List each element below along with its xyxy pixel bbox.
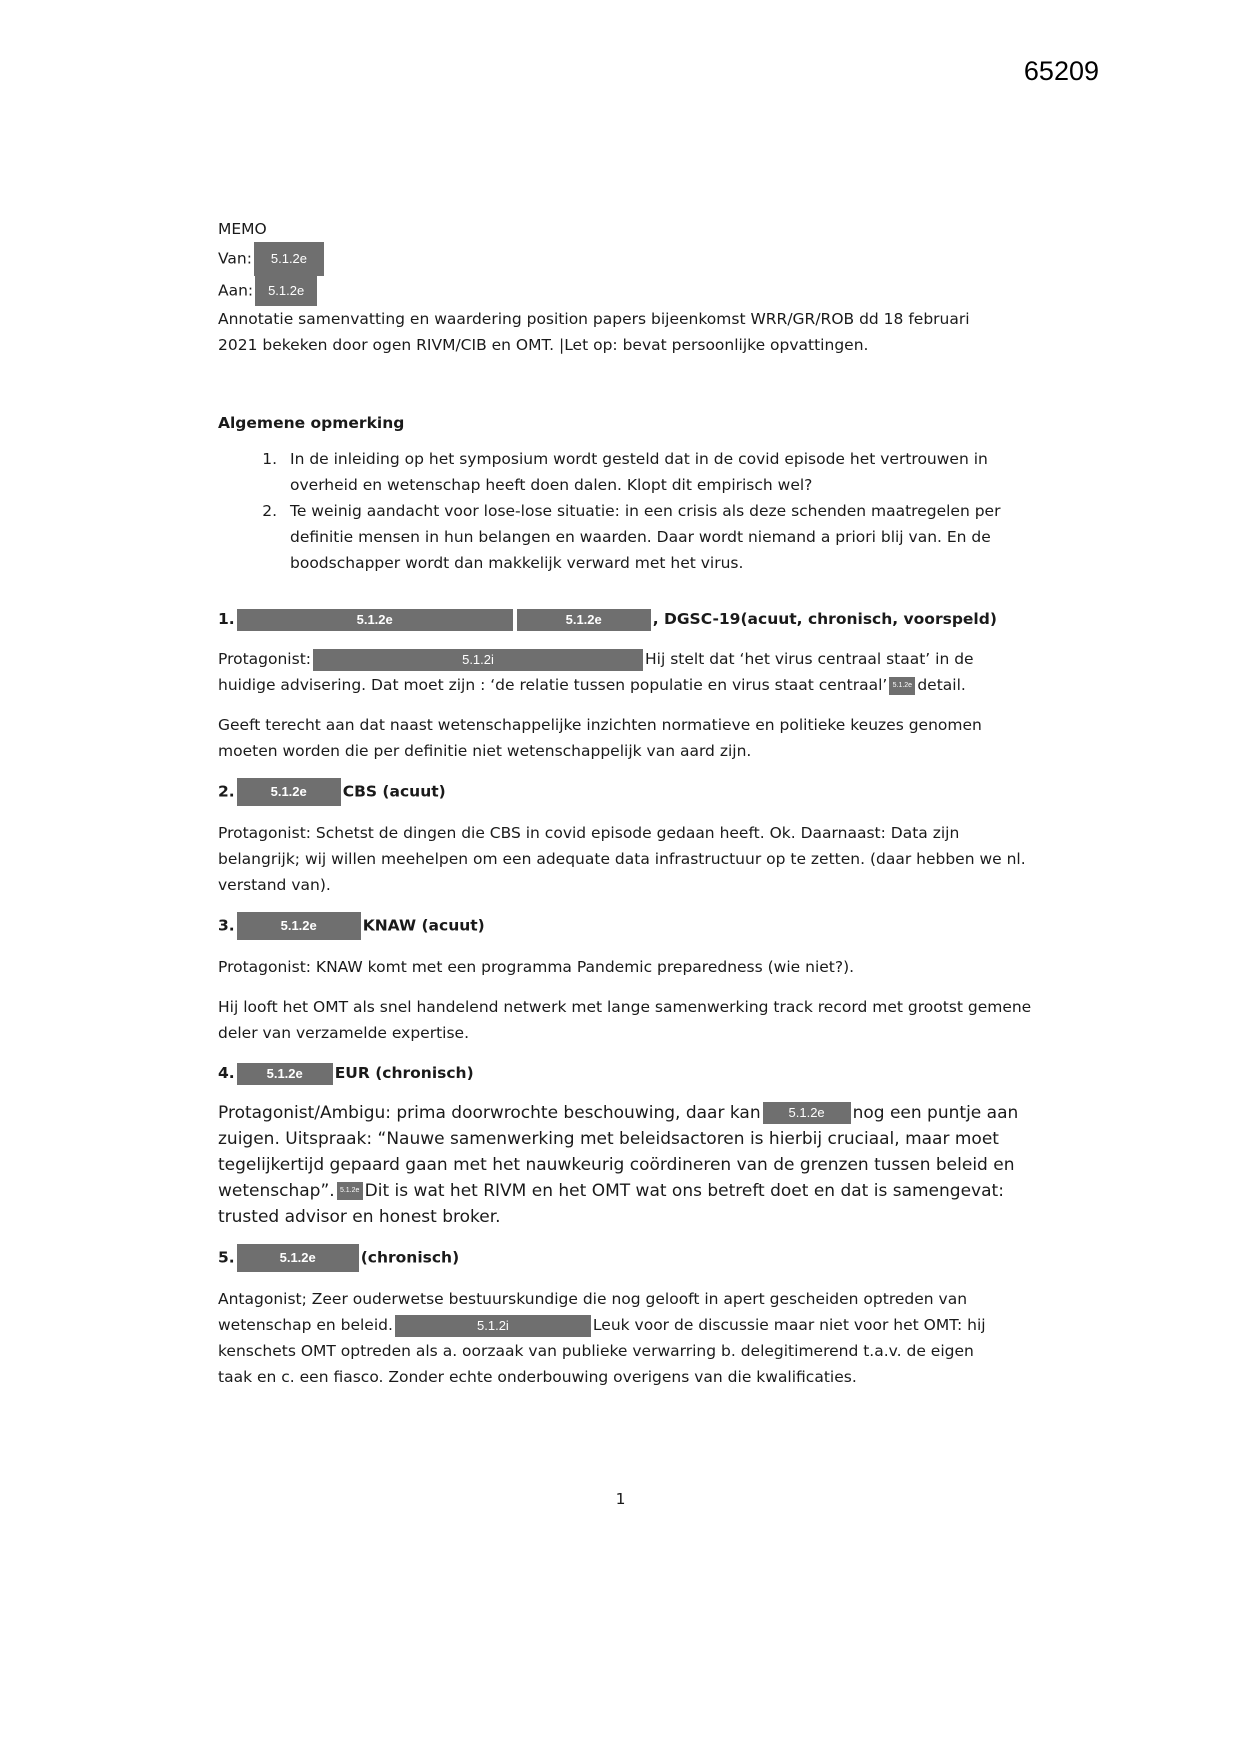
memo-title: MEMO [218, 220, 267, 238]
section-3-paragraph-1: Protagonist: KNAW komt met een programma Pandemic preparedness (wie niet?). [218, 958, 855, 976]
intro-paragraph [218, 306, 1038, 358]
redaction-s4-small: 5.1.2e [337, 1182, 363, 1200]
general-heading: Algemene opmerking [218, 414, 405, 432]
section-5-heading: 5. 5.1.2e (chronisch) [218, 1244, 1038, 1272]
section-1-heading: 1. 5.1.2e 5.1.2e , DGSC-19(acuut, chronisch, voorspeld) [218, 606, 1038, 632]
redaction-s1-name: 5.1.2e [237, 609, 513, 631]
list-item: 1. In de inleiding op het symposium wordt gesteld dat in de covid episode het vertrouwen in overheid en wetenschap heeft doen dalen. Klopt dit empirisch wel? [282, 446, 1038, 498]
section-4-heading: 4. 5.1.2e EUR (chronisch) [218, 1060, 1038, 1086]
redaction-s1-protagonist: 5.1.2i [313, 649, 643, 671]
section-2-heading: 2. 5.1.2e CBS (acuut) [218, 778, 1038, 806]
redaction-to: 5.1.2e [255, 276, 317, 306]
intro-line-1: Annotatie samenvatting en waardering position papers bijeenkomst WRR/GR/ROB dd 18 februari [218, 310, 970, 328]
redaction-s5-name: 5.1.2e [237, 1244, 359, 1272]
list-item: 2. Te weinig aandacht voor lose-lose situatie: in een crisis als deze schenden maatregelen per definitie mensen in hun belangen en waarden. Daar wordt niemand a priori blij van. En de boodschapper wordt dan makkelijk verward met het virus. [282, 498, 1038, 576]
redaction-s3-name: 5.1.2e [237, 912, 361, 940]
section-3-heading: 3. 5.1.2e KNAW (acuut) [218, 912, 1038, 940]
section-2-paragraph-1: Protagonist: Schetst de dingen die CBS in covid episode gedaan heeft. Ok. Daarnaast: Data zijn belangrijk; wij willen meehelpen om een adequate data infrastructuur op te zetten. (daar hebben we nl. verstand van). [218, 824, 1026, 894]
general-list [218, 446, 1038, 576]
redaction-s4-inline: 5.1.2e [763, 1102, 851, 1124]
redaction-s1-org: 5.1.2e [517, 609, 651, 631]
section-1-paragraph-1: Protagonist: 5.1.2i Hij stelt dat ‘het virus centraal staat’ in de huidige advisering. Dat moet zijn : ‘de relatie tussen populatie en virus staat centraal’ 5.1.2e detail. [218, 650, 974, 694]
memo-body [218, 216, 1038, 1404]
page-number: 1 [615, 1490, 626, 1508]
section-5-paragraph-1: Antagonist; Zeer ouderwetse bestuurskundige die nog gelooft in apert gescheiden optreden van wetenschap en beleid. 5.1.2i Leuk voor de discussie maar niet voor het OMT: hij kenschets OMT optreden als a. oorzaak van publieke verwarring b. delegitimerend t.a.v. de eigen taak en c. een fiasco. Zonder echte onderbouwing overigens van die kwalificaties. [218, 1290, 986, 1386]
intro-line-2: 2021 bekeken door ogen RIVM/CIB en OMT. |Let op: bevat persoonlijke opvattingen. [218, 336, 869, 354]
from-label: Van: [218, 249, 252, 268]
section-4-paragraph-1: Protagonist/Ambigu: prima doorwrochte beschouwing, daar kan 5.1.2e nog een puntje aan zuigen. Uitspraak: “Nauwe samenwerking met beleidsactoren is hierbij cruciaal, maar moet tegelijkertijd gepaard gaan met het nauwkeurig coördineren van de grenzen tussen beleid en wetenschap”. 5.1.2e Dit is wat het RIVM en het OMT wat ons betreft doet en dat is samengevat: trusted advisor en honest broker. [218, 1103, 1019, 1227]
document-number: 65209 [1023, 56, 1099, 86]
section-1-paragraph-2: Geeft terecht aan dat naast wetenschappelijke inzichten normatieve en politieke keuzes genomen moeten worden die per definitie niet wetenschappelijk van aard zijn. [218, 716, 982, 760]
redaction-s5-inline: 5.1.2i [395, 1315, 591, 1337]
from-line [218, 242, 1038, 276]
to-label: Aan: [218, 281, 254, 300]
redaction-s2-name: 5.1.2e [237, 778, 341, 806]
redaction-from: 5.1.2e [254, 242, 324, 276]
redaction-s1-inline: 5.1.2e [889, 677, 915, 695]
to-line [218, 276, 1038, 306]
redaction-s4-name: 5.1.2e [237, 1063, 333, 1085]
section-3-paragraph-2: Hij looft het OMT als snel handelend netwerk met lange samenwerking track record met grootst gemene deler van verzamelde expertise. [218, 998, 1032, 1042]
